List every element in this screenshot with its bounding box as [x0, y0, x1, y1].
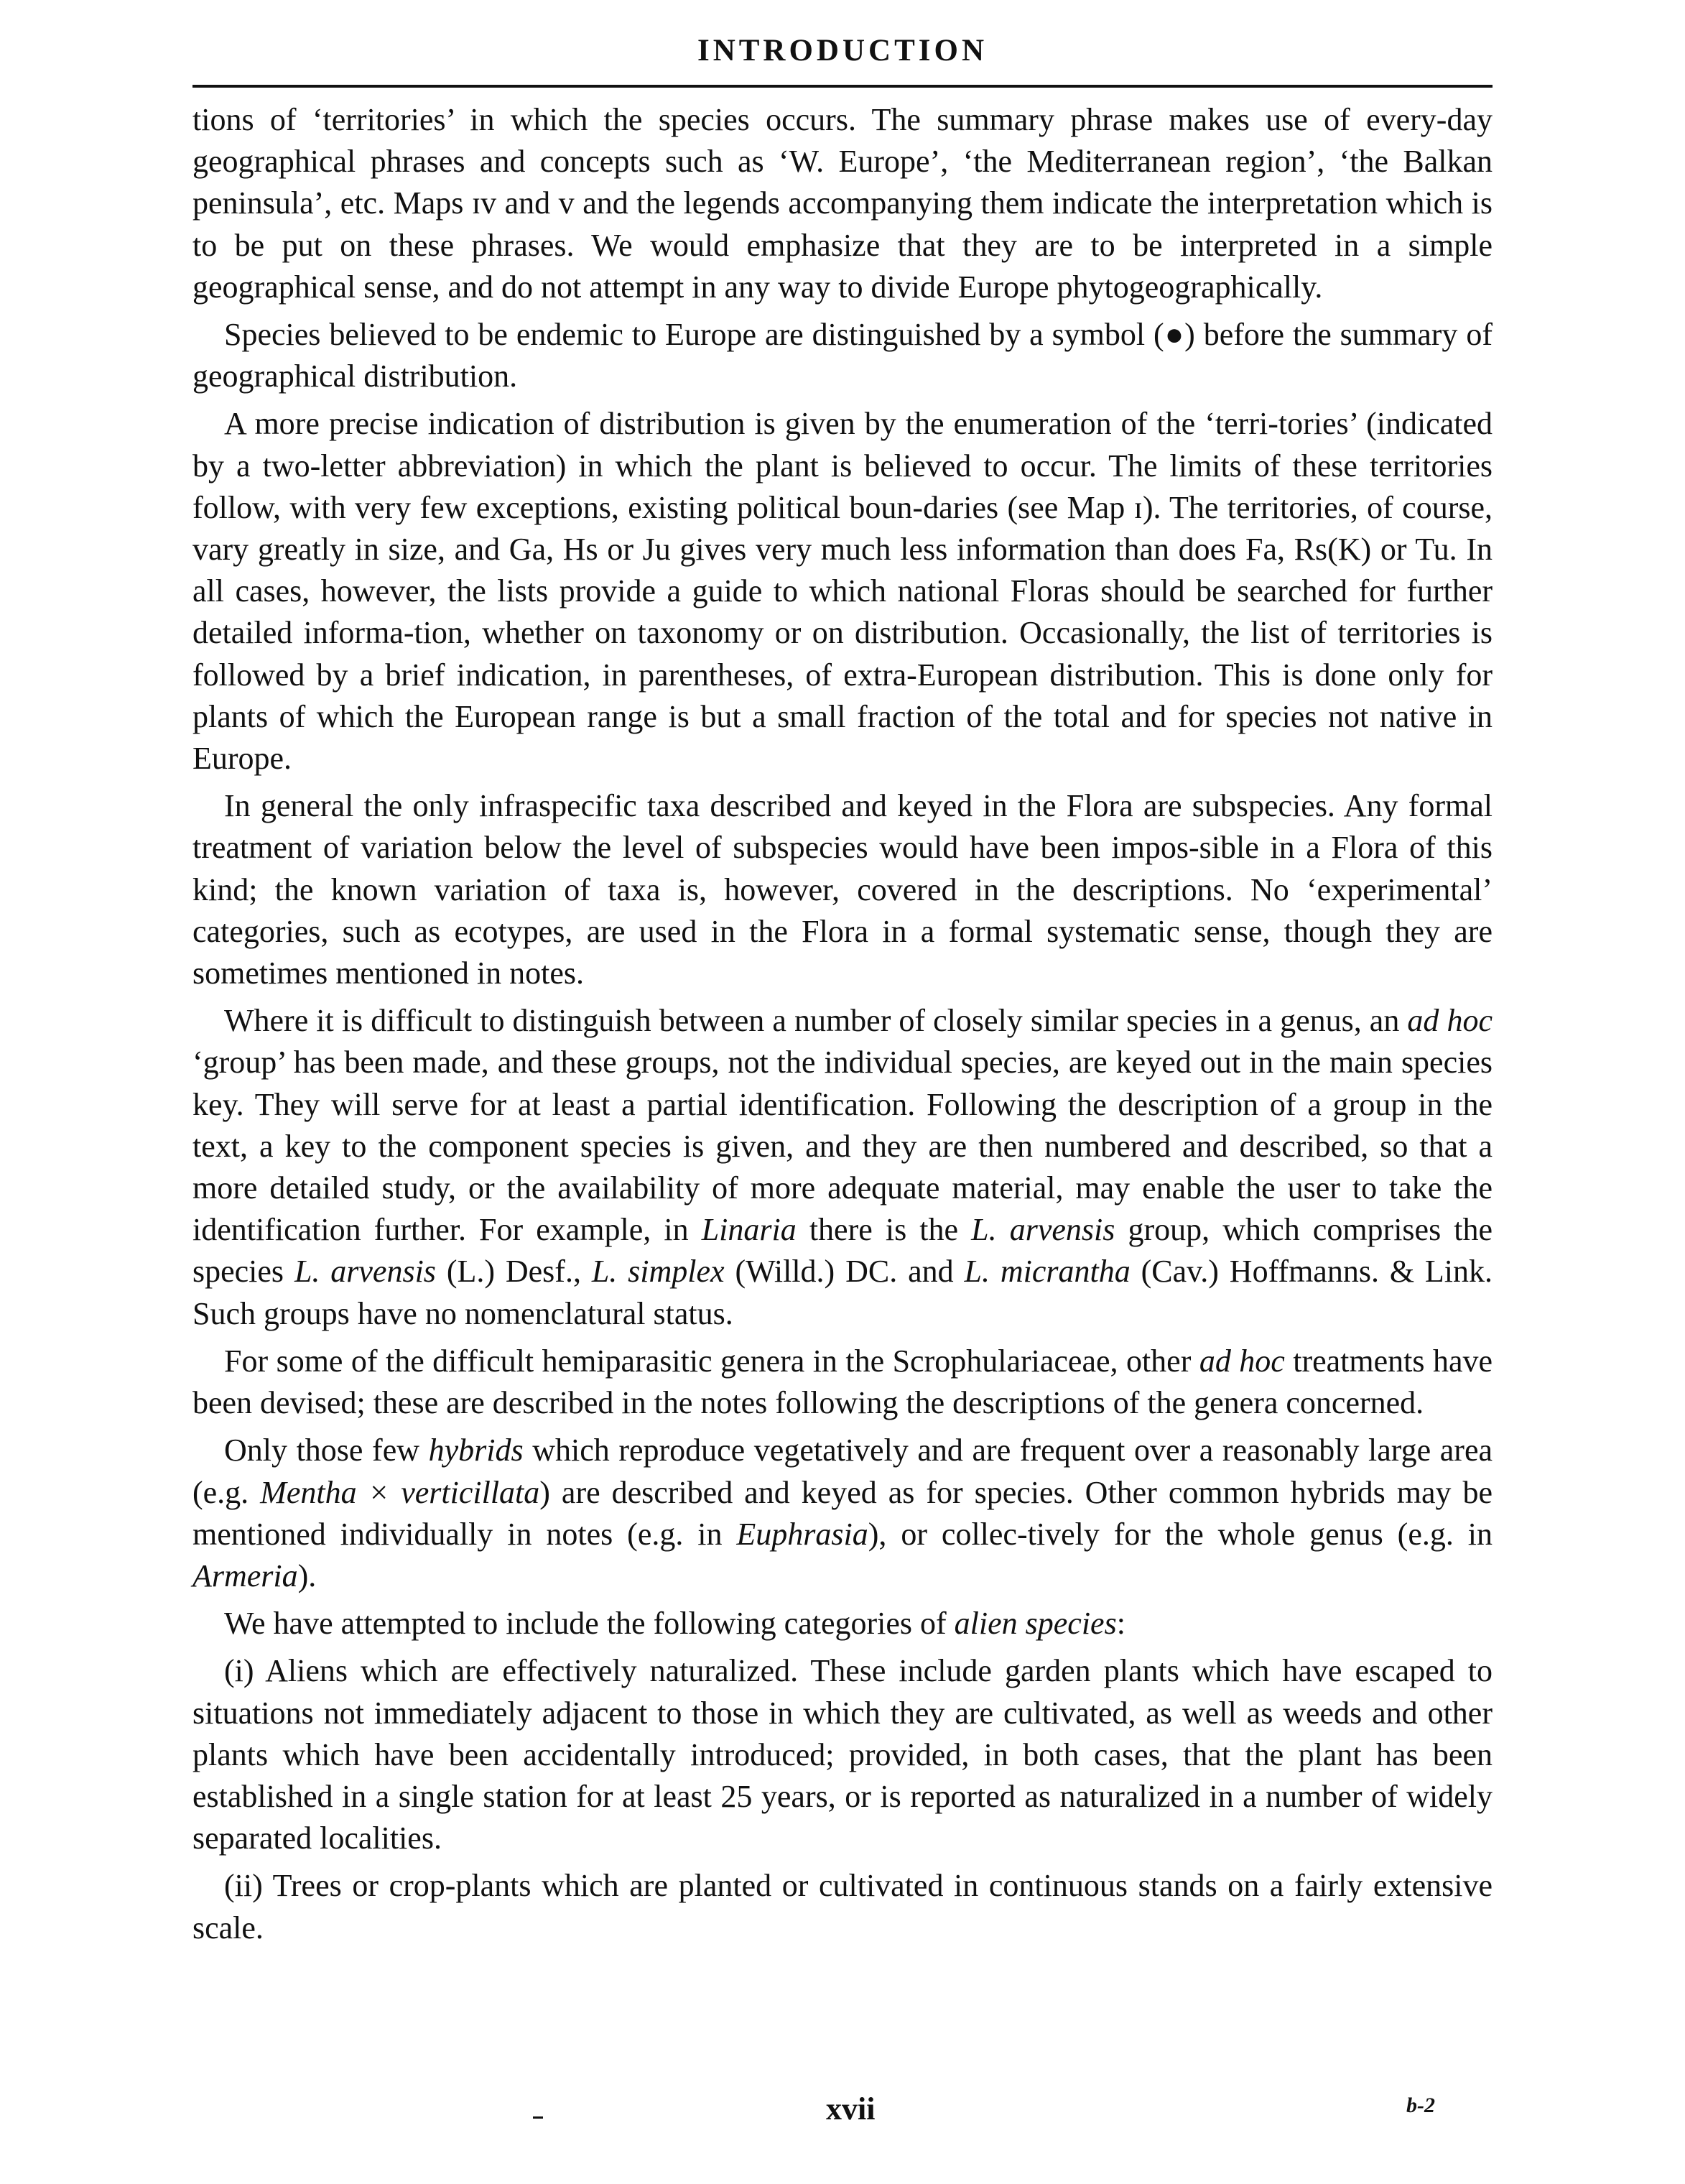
- signature-mark: b-2: [1406, 2093, 1435, 2117]
- paragraph: Species believed to be endemic to Europe are distinguished by a symbol (●) before the summary of geographical distribution.: [192, 317, 1493, 394]
- body-text: [192, 99, 1493, 1949]
- paragraph: A more precise indication of distribution is given by the enumeration of the ‘terri-tories’ (indicated by a two-letter abbreviation) in which the plant is believed to occur. The limits of these territories follow, with very few exceptions, existing political boun-daries (see Map ɪ). The territories, of course, vary greatly in size, and Ga, Hs or Ju gives very much less information than does Fa, Rs(K) or Tu. In all cases, however, the lists provide a guide to which national Floras should be searched for further detailed informa-tion, whether on taxonomy or on distribution. Occasionally, the list of territories is followed by a brief indication, in parentheses, of extra-European distribution. This is done only for plants of which the European range is but a small fraction of the total and for species not native in Europe.: [192, 406, 1493, 777]
- header-rule: [192, 85, 1493, 88]
- paragraph: In general the only infraspecific taxa described and keyed in the Flora are subspecies. Any formal treatment of variation below the level of subspecies would have been impos-sible in a Flora of this kind; the known variation of taxa is, however, covered in the descriptions. No ‘experimental’ categories, such as ecotypes, are used in the Flora in a formal systematic sense, though they are sometimes mentioned in notes.: [192, 788, 1493, 991]
- paragraph: For some of the difficult hemiparasitic genera in the Scrophulariaceae, other ad hoc treatments have been devised; these are described in the notes following the descriptions of the genera concerned.: [192, 1343, 1493, 1421]
- paragraph: We have attempted to include the following categories of alien species:: [224, 1606, 1125, 1642]
- paragraph: tions of ‘territories’ in which the species occurs. The summary phrase makes use of every-day geographical phrases and concepts such as ‘W. Europe’, ‘the Mediterranean region’, ‘the Balkan peninsula’, etc. Maps ɪᴠ and ᴠ and the legends accompanying them indicate the interpretation which is to be put on these phrases. We would emphasize that they are to be interpreted in a simple geographical sense, and do not attempt in any way to divide Europe phytogeographically.: [192, 102, 1493, 305]
- paragraph: (i) Aliens which are effectively naturalized. These include garden plants which have escaped to situations not immediately adjacent to those in which they are cultivated, as well as weeds and other plants which have been accidentally introduced; provided, in both cases, that the plant has been established in a single station for at least 25 years, or is reported as naturalized in a number of widely separated localities.: [192, 1653, 1493, 1856]
- footer-mark: [533, 2116, 543, 2119]
- paragraph: (ii) Trees or crop-plants which are planted or cultivated in continuous stands on a fairly extensive scale.: [192, 1868, 1493, 1945]
- paragraph: Only those few hybrids which reproduce vegetatively and are frequent over a reasonably large area (e.g. Mentha × verticillata) are described and keyed as for species. Other common hybrids may be mentioned individually in notes (e.g. in Euphrasia), or collec-tively for the whole genus (e.g. in Armeria).: [192, 1433, 1493, 1593]
- page-number: xvii: [826, 2091, 876, 2127]
- running-header: INTRODUCTION: [697, 34, 988, 68]
- paragraph: Where it is difficult to distinguish between a number of closely similar species in a genus, an ad hoc ‘group’ has been made, and these groups, not the individual species, are keyed out in the main species key. They will serve for at least a partial identification. Following the description of a group in the text, a key to the component species is given, and they are then numbered and described, so that a more detailed study, or the availability of more adequate material, may enable the user to take the identification further. For example, in Linaria there is the L. arvensis group, which comprises the species L. arvensis (L.) Desf., L. simplex (Willd.) DC. and L. micrantha (Cav.) Hoffmanns. & Link. Such groups have no nomenclatural status.: [192, 1003, 1493, 1331]
